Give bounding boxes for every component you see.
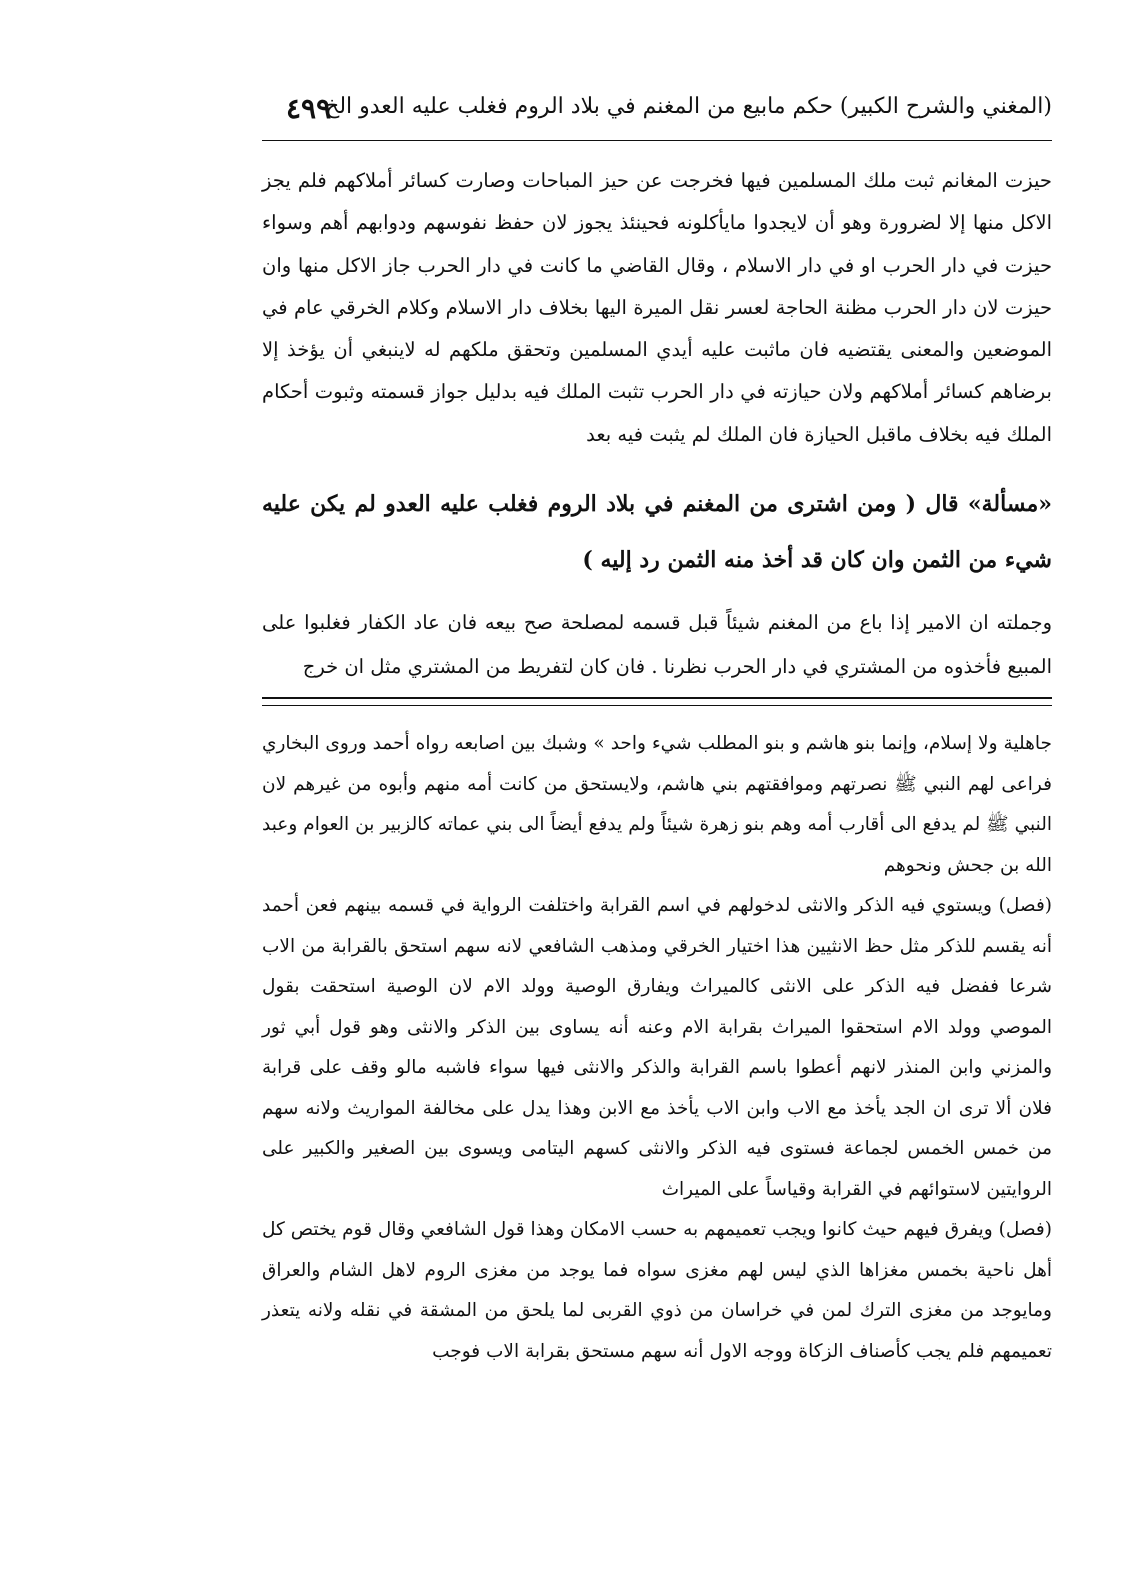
explanation-text <box>262 601 1052 689</box>
header-rule <box>262 140 1052 141</box>
commentary-paragraph: (فصل) ويفرق فيهم حيث كانوا ويجب تعميمهم به حسب الامكان وهذا قول الشافعي وقال قوم يختص كل أهل ناحية بخمس مغزاها الذي ليس لهم مغزى سواه فما يوجد من مغزى الروم لاهل الشام والعراق ومايوجد من مغزى الترك لمن في خراسان من ذوي القربى لما يلحق من المشقة في نقله ولانه يتعذر تعميمهم فلم يجب كأصناف الزكاة ووجه الاول أنه سهم مستحق بقرابة الاب فوجب <box>262 1219 1052 1362</box>
commentary-paragraph: (فصل) ويستوي فيه الذكر والانثى لدخولهم في اسم القرابة واختلفت الرواية في قسمه بينهم فعن أحمد أنه يقسم للذكر مثل حظ الانثيين هذا اختيار الخرقي ومذهب الشافعي لانه سهم استحق بالقرابة من الاب شرعا ففضل فيه الذكر على الانثى كالميراث ويفارق الوصية وولد الام لان الوصية استحقت بقول الموصي وولد الام استحقوا الميراث بقرابة الام وعنه أنه يساوى بين الذكر والانثى وهو قول أبي ثور والمزني وابن المنذر لانهم أعطوا باسم القرابة والذكر والانثى فيها سواء فاشبه مالو وقف على قرابة فلان ألا ترى ان الجد يأخذ مع الاب وابن الاب يأخذ مع الابن وهذا يدل على مخالفة المواريث ولانه سهم من خمس الخمس لجماعة فستوى فيه الذكر والانثى كسهم اليتامى ويسوى بين الصغير والكبير على الروايتين لاستوائهم في القرابة وقياساً على الميراث <box>262 895 1052 1200</box>
commentary-text <box>262 724 1052 1372</box>
explanation-paragraph: وجملته ان الامير إذا باع من المغنم شيئاً قبل قسمه لمصلحة صح بيعه فان عاد الكفار فغلبوا على المبيع فأخذوه من المشتري في دار الحرب نظرنا . فان كان لتفريط من المشتري مثل ان خرج <box>262 611 1052 678</box>
separator-rule-thick <box>262 697 1052 699</box>
main-paragraph: حيزت المغانم ثبت ملك المسلمين فيها فخرجت عن حيز المباحات وصارت كسائر أملاكهم فلم يجز الاكل منها إلا لضرورة وهو أن لايجدوا مايأكلونه فحينئذ يجوز لان حفظ نفوسهم ودوابهم أهم وسواء حيزت في دار الحرب او في دار الاسلام ، وقال القاضي ما كانت في دار الحرب جاز الاكل منها وان حيزت لان دار الحرب مظنة الحاجة لعسر نقل الميرة اليها بخلاف دار الاسلام وكلام الخرقي عام في الموضعين والمعنى يقتضيه فان ماثبت عليه أيدي المسلمين وتحقق ملكهم له لاينبغي أن يؤخذ إلا برضاهم كسائر أملاكهم ولان حيازته في دار الحرب تثبت الملك فيه بدليل جواز قسمته وثبوت أحكام الملك فيه بخلاف ماقبل الحيازة فان الملك لم يثبت فيه بعد <box>262 169 1052 446</box>
running-title: (المغني والشرح الكبير) حكم مابيع من المغنم في بلاد الروم فغلب عليه العدو الخ <box>325 94 1052 119</box>
running-header <box>262 90 1052 134</box>
masala-block <box>262 476 1052 588</box>
commentary-paragraph: جاهلية ولا إسلام، وإنما بنو هاشم و بنو المطلب شيء واحد » وشبك بين اصابعه رواه أحمد وروى البخاري فراعى لهم النبي ﷺ نصرتهم وموافقتهم بني هاشم، ولايستحق من كانت أمه منهم وأبوه من غيرهم لان النبي ﷺ لم يدفع الى أقارب أمه وهم بنو زهرة شيئاً ولم يدفع أيضاً الى بني عماته كالزبير بن العوام وعبد الله بن جحش ونحوهم <box>262 733 1052 876</box>
page-number: ٤٩٩ <box>286 92 332 125</box>
masala-label: «مسألة» <box>967 491 1052 517</box>
main-text <box>262 160 1052 456</box>
masala-text: قال ( ومن اشترى من المغنم في بلاد الروم فغلب عليه العدو لم يكن عليه شيء من الثمن وان كان قد أخذ منه الثمن رد إليه ) <box>262 491 1052 573</box>
masala-paragraph <box>262 476 1052 588</box>
separator-rule-thin <box>262 705 1052 706</box>
